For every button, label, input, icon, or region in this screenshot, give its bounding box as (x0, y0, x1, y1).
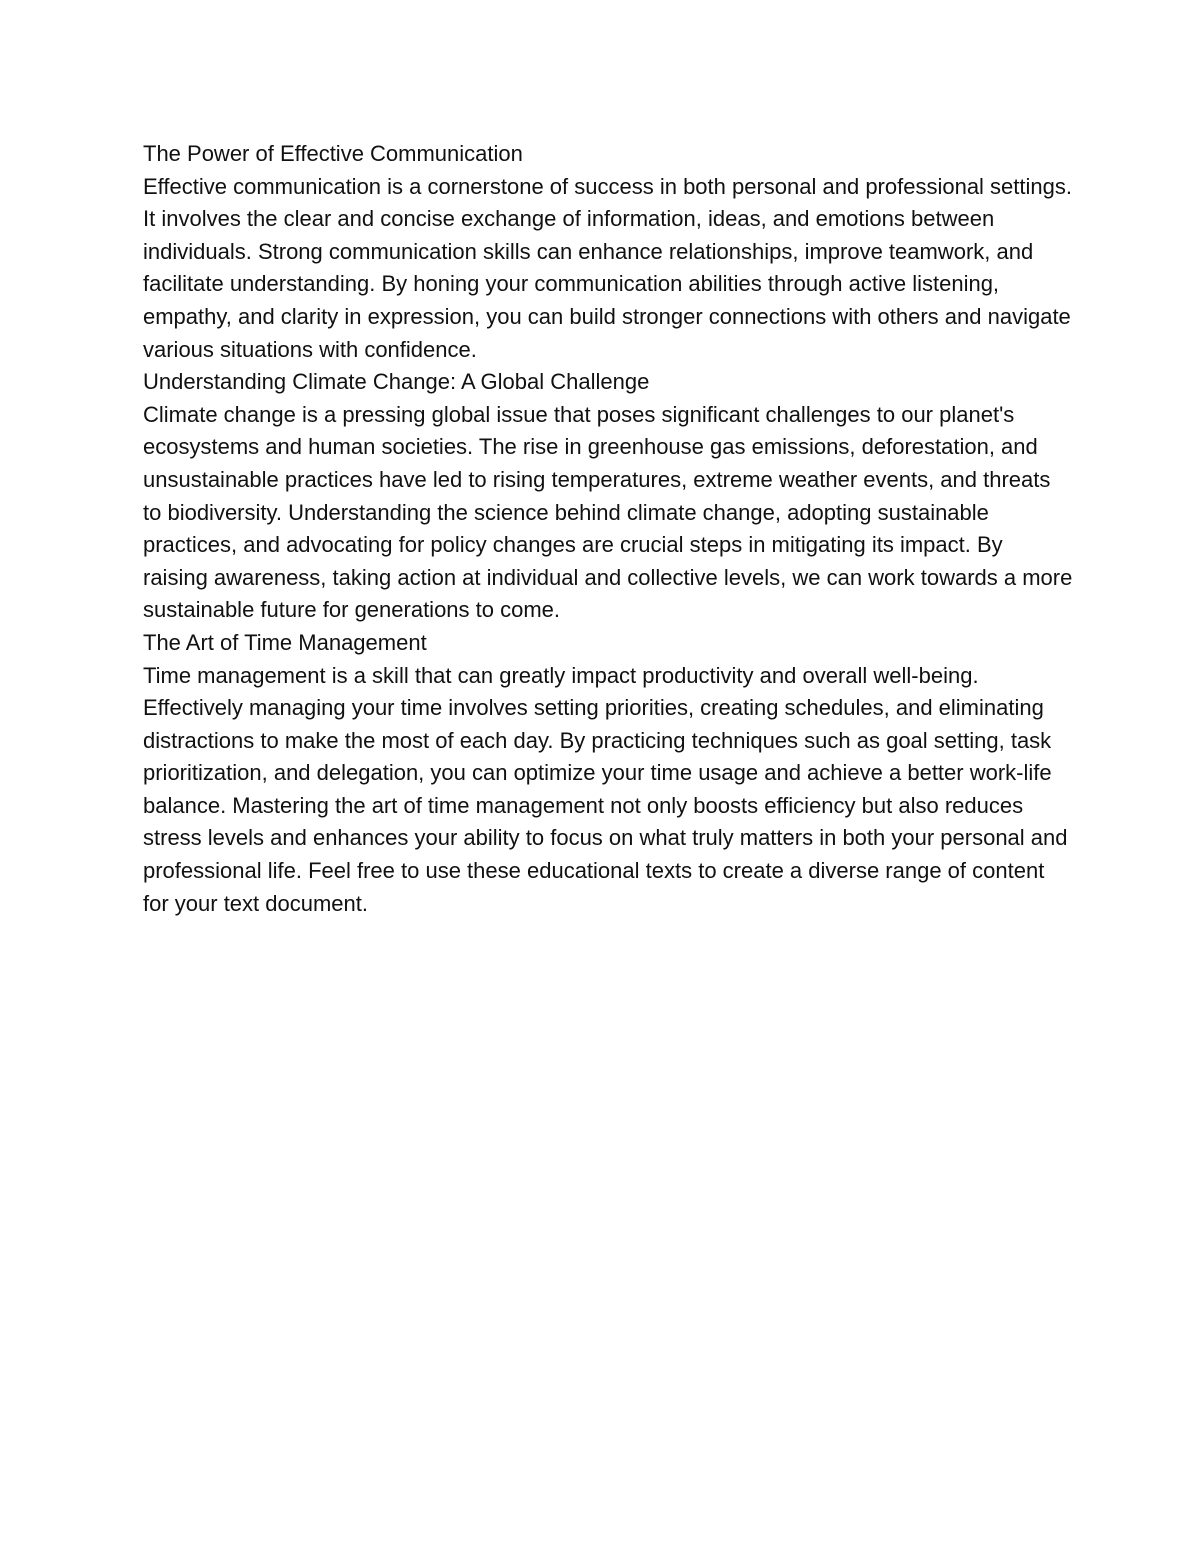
section-body: Time management is a skill that can greatly impact productivity and overall well-being. Effectively managing your time involves setting priorities, creating schedules, and eliminating distractions to make the most of each day. By practicing techniques such as goal setting, task prioritization, and delegation, you can optimize your time usage and achieve a better work-life balance. Mastering the art of time management not only boosts efficiency but also reduces stress levels and enhances your ability to focus on what truly matters in both your personal and professional life. Feel free to use these educational texts to create a diverse range of content for your text document. (143, 662, 1068, 916)
section-body: Effective communication is a cornerstone of success in both personal and professional settings. It involves the clear and concise exchange of information, ideas, and emotions between individuals. Strong communication skills can enhance relationships, improve teamwork, and facilitate understanding. By honing your communication abilities through active listening, empathy, and clarity in expression, you can build stronger connections with others and navigate various situations with confidence. (143, 173, 1072, 362)
section-body: Climate change is a pressing global issue that poses significant challenges to our planet's ecosystems and human societies. The rise in greenhouse gas emissions, deforestation, and unsustainable practices have led to rising temperatures, extreme weather events, and threats to biodiversity. Understanding the science behind climate change, adopting sustainable practices, and advocating for policy changes are crucial steps in mitigating its impact. By raising awareness, taking action at individual and collective levels, we can work towards a more sustainable future for generations to come. (143, 401, 1073, 623)
document-content (143, 138, 1073, 920)
section-title: Understanding Climate Change: A Global Challenge (143, 369, 650, 395)
section-title: The Power of Effective Communication (143, 141, 523, 166)
section-climate-change (143, 366, 1073, 627)
section-communication (143, 138, 1073, 366)
section-title: The Art of Time Management (143, 629, 427, 655)
section-time-management (143, 627, 1073, 920)
